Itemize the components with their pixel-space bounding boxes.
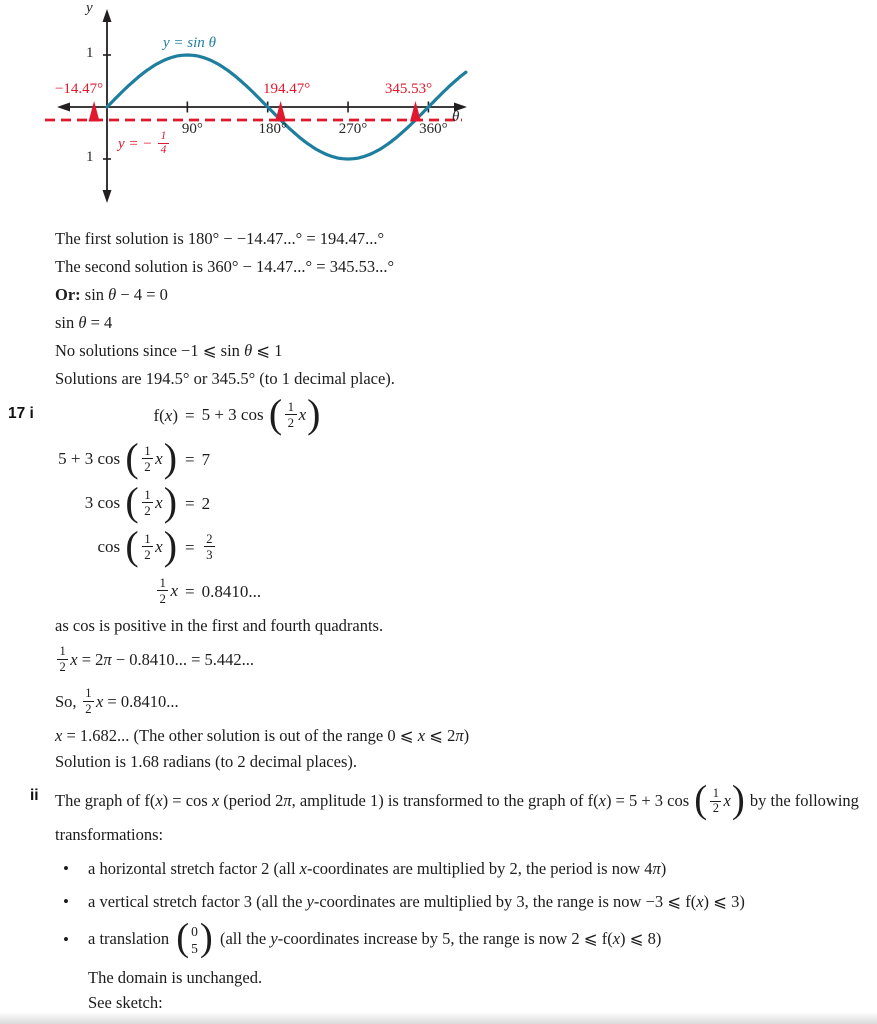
y-axis-label: y bbox=[86, 0, 93, 16]
fraction bbox=[142, 532, 153, 562]
solution-markers bbox=[89, 101, 421, 122]
bullet-text: a horizontal stretch factor 2 (all x-coordinates are multiplied by 2, the period is now 4π) bbox=[88, 858, 667, 878]
denominator: 3 bbox=[206, 546, 213, 562]
equation-row bbox=[0, 481, 877, 525]
sine-plot-svg bbox=[0, 0, 480, 212]
math-variable: x bbox=[155, 791, 163, 811]
math-variable: θ bbox=[244, 341, 253, 360]
numerator: 1 bbox=[142, 488, 153, 503]
sketch-note: See sketch: bbox=[88, 992, 163, 1012]
list-item bbox=[63, 888, 877, 916]
paren: ) bbox=[163, 523, 177, 569]
numerator: 1 bbox=[710, 787, 721, 802]
math-variable: x bbox=[155, 493, 163, 512]
numerator: 1 bbox=[83, 687, 94, 702]
paren: ( bbox=[176, 915, 190, 959]
numerator: 1 bbox=[285, 400, 296, 415]
math-variable: x bbox=[696, 891, 704, 911]
equals-sign: = bbox=[185, 494, 195, 514]
part-number: ii bbox=[30, 787, 39, 804]
paren: ) bbox=[307, 391, 321, 437]
y-tick-label: 1 bbox=[86, 149, 94, 165]
equals-sign: = bbox=[185, 538, 195, 558]
fraction bbox=[57, 645, 68, 674]
vector-entry: 5 bbox=[191, 941, 198, 957]
math-variable: π bbox=[283, 791, 292, 811]
solution-line-6: Solutions are 194.5° or 345.5° (to 1 decimal place). bbox=[55, 369, 395, 388]
math-variable: y bbox=[270, 928, 278, 948]
equation-rhs: 0.8410... bbox=[201, 582, 262, 602]
solution-text-block bbox=[55, 225, 877, 393]
bullet-icon: • bbox=[63, 930, 69, 950]
paren: ) bbox=[731, 778, 745, 822]
question-17i-block bbox=[0, 393, 877, 775]
math-variable: x bbox=[298, 405, 307, 424]
solution-point-label: −14.47° bbox=[54, 81, 104, 97]
math-variable: x bbox=[299, 858, 307, 878]
bold-text: Or: bbox=[55, 285, 85, 304]
solution-line-3: Or: sin θ − 4 = 0 bbox=[55, 285, 168, 304]
math-variable: θ bbox=[78, 313, 87, 332]
paren: ) bbox=[199, 915, 213, 959]
math-variable: x bbox=[170, 581, 178, 600]
math-variable: π bbox=[455, 726, 464, 745]
denominator: 2 bbox=[59, 659, 66, 674]
fraction bbox=[158, 130, 169, 157]
math-variable: x bbox=[612, 928, 621, 948]
hline-label: y = − $\frac{1}{4}$ bbox=[118, 131, 171, 158]
question-number: 17 i bbox=[8, 405, 34, 422]
paren: ( bbox=[125, 479, 139, 525]
fraction bbox=[285, 400, 296, 430]
axis-arrows bbox=[54, 9, 467, 203]
denominator: 2 bbox=[85, 701, 92, 716]
fraction bbox=[204, 532, 215, 562]
question-17ii-block bbox=[0, 778, 877, 1015]
paren: ) bbox=[163, 435, 177, 481]
denominator: 2 bbox=[144, 546, 151, 562]
equation-row bbox=[0, 393, 877, 437]
working-line-3: x = 1.682... (The other solution is out of the range 0 ⩽ x ⩽ 2π) bbox=[55, 726, 470, 745]
math-variable: x bbox=[417, 726, 426, 745]
solution-point-label: 345.53° bbox=[384, 81, 433, 97]
math-variable: x bbox=[155, 449, 163, 468]
equation-lhs: 5 + 3 cos ( $\frac{1}{2}$ x) bbox=[58, 435, 177, 481]
denominator: 2 bbox=[712, 801, 719, 816]
quadrant-note: as cos is positive in the first and fourth quadrants. bbox=[55, 616, 384, 635]
list-item bbox=[63, 855, 877, 883]
equation-lhs: cos ( $\frac{1}{2}$ x) bbox=[97, 523, 177, 569]
numerator: 2 bbox=[204, 532, 215, 547]
math-variable: x bbox=[55, 726, 63, 745]
down-arrow-icon bbox=[103, 190, 112, 203]
bullet-text: a vertical stretch factor 3 (all the y-coordinates are multiplied by 3, the range is now −3 ⩽ f(x) ⩽ 3) bbox=[88, 891, 745, 911]
equation-row bbox=[0, 437, 877, 481]
math-variable: x bbox=[155, 537, 163, 556]
equation-row bbox=[0, 525, 877, 569]
conclusion-line: Solution is 1.68 radians (to 2 decimal places). bbox=[55, 752, 357, 771]
solution-marker bbox=[89, 101, 100, 122]
denominator: 2 bbox=[144, 458, 151, 474]
solution-line-5: No solutions since −1 ⩽ sin θ ⩽ 1 bbox=[55, 341, 283, 360]
solution-marker bbox=[275, 101, 286, 122]
list-item bbox=[63, 915, 877, 960]
transformations-intro: The graph of f(x) = cos x (period 2π, amplitude 1) is transformed to the graph of f(x) = 5 + 3 cos ( $\frac{1}{2}$ x) by the following transformations: bbox=[55, 778, 859, 844]
solution-line-1: The first solution is 180° − −14.47...° = 194.47...° bbox=[55, 229, 385, 248]
equation-rhs: 7 bbox=[201, 450, 211, 470]
page-edge-shadow bbox=[0, 1012, 877, 1024]
solution-line-2: The second solution is 360° − 14.47...° = 345.53...° bbox=[55, 257, 395, 276]
denominator: 2 bbox=[159, 590, 166, 606]
equals-sign: = bbox=[185, 406, 195, 426]
math-variable: θ bbox=[108, 285, 117, 304]
equation-rhs bbox=[202, 530, 217, 563]
numerator: 1 bbox=[157, 576, 168, 591]
equals-sign: = bbox=[185, 582, 195, 602]
solution-line-4: sin θ = 4 bbox=[55, 313, 113, 332]
bullet-icon: • bbox=[63, 858, 69, 878]
numerator: 1 bbox=[57, 645, 68, 660]
paren: ( bbox=[694, 778, 708, 822]
equation-rhs: 5 + 3 cos ( $\frac{1}{2}$ x) bbox=[201, 391, 321, 437]
x-axis-label: θ bbox=[452, 109, 460, 125]
math-variable: x bbox=[598, 791, 606, 811]
math-variable: x bbox=[164, 406, 173, 426]
equation-lhs bbox=[0, 574, 178, 607]
denominator: 2 bbox=[287, 414, 295, 430]
math-variable: x bbox=[70, 650, 78, 669]
working-line-1: $\frac{1}{2}$ x = 2π − 0.8410... = 5.442... bbox=[55, 639, 877, 681]
solution-point-label: 194.47° bbox=[262, 81, 311, 97]
numerator: 1 bbox=[142, 532, 153, 547]
denominator: 4 bbox=[160, 144, 167, 157]
paren: ( bbox=[125, 435, 139, 481]
math-variable: y bbox=[306, 891, 314, 911]
x-tick-label: 360° bbox=[419, 121, 448, 137]
x-tick-label: 180° bbox=[258, 121, 287, 137]
equals-sign: = bbox=[185, 450, 195, 470]
fraction bbox=[142, 488, 153, 518]
vector-entries bbox=[191, 923, 198, 958]
transformations-list bbox=[63, 855, 877, 960]
up-arrow-icon bbox=[103, 9, 112, 22]
domain-note: The domain is unchanged. bbox=[88, 967, 263, 987]
math-variable: x bbox=[723, 791, 731, 811]
math-variable: y bbox=[163, 35, 170, 51]
column-vector bbox=[175, 915, 214, 960]
y-tick-label: 1 bbox=[86, 45, 94, 61]
x-tick-label: 270° bbox=[338, 121, 368, 137]
denominator: 2 bbox=[144, 502, 151, 518]
curve-label: y = sin θ bbox=[163, 35, 216, 51]
sine-graph bbox=[0, 0, 480, 212]
math-variable: π bbox=[652, 858, 661, 878]
equation-rhs: 2 bbox=[201, 494, 211, 514]
fraction bbox=[83, 687, 94, 716]
math-variable: π bbox=[103, 650, 112, 669]
axes bbox=[60, 13, 464, 199]
fraction bbox=[157, 576, 168, 606]
left-arrow-icon bbox=[57, 103, 70, 112]
equation-lhs: f(x) bbox=[153, 406, 178, 426]
paren: ) bbox=[163, 479, 177, 525]
math-variable: θ bbox=[208, 35, 216, 51]
math-variable: x bbox=[95, 692, 104, 711]
equation-lhs: 3 cos ( $\frac{1}{2}$ x) bbox=[84, 479, 177, 525]
paren: ( bbox=[268, 391, 283, 437]
working-line-2: So, $\frac{1}{2}$ x = 0.8410... bbox=[55, 686, 179, 716]
bullet-icon: • bbox=[63, 891, 69, 911]
fraction bbox=[710, 787, 721, 816]
equation-row bbox=[0, 569, 877, 613]
math-variable: x bbox=[211, 791, 220, 811]
numerator: 1 bbox=[142, 444, 153, 459]
fraction bbox=[142, 444, 153, 474]
paren: ( bbox=[125, 523, 139, 569]
bullet-text: a translation ( 0 5 ) (all the y-coordinates increase by 5, the range is now 2 ⩽ f(x) ⩽ 8) bbox=[88, 915, 662, 959]
x-tick-label: 90° bbox=[181, 121, 203, 137]
numerator: 1 bbox=[158, 130, 169, 144]
math-variable: y bbox=[118, 135, 125, 152]
vector-entry: 0 bbox=[191, 923, 198, 939]
solution-marker bbox=[410, 101, 421, 122]
